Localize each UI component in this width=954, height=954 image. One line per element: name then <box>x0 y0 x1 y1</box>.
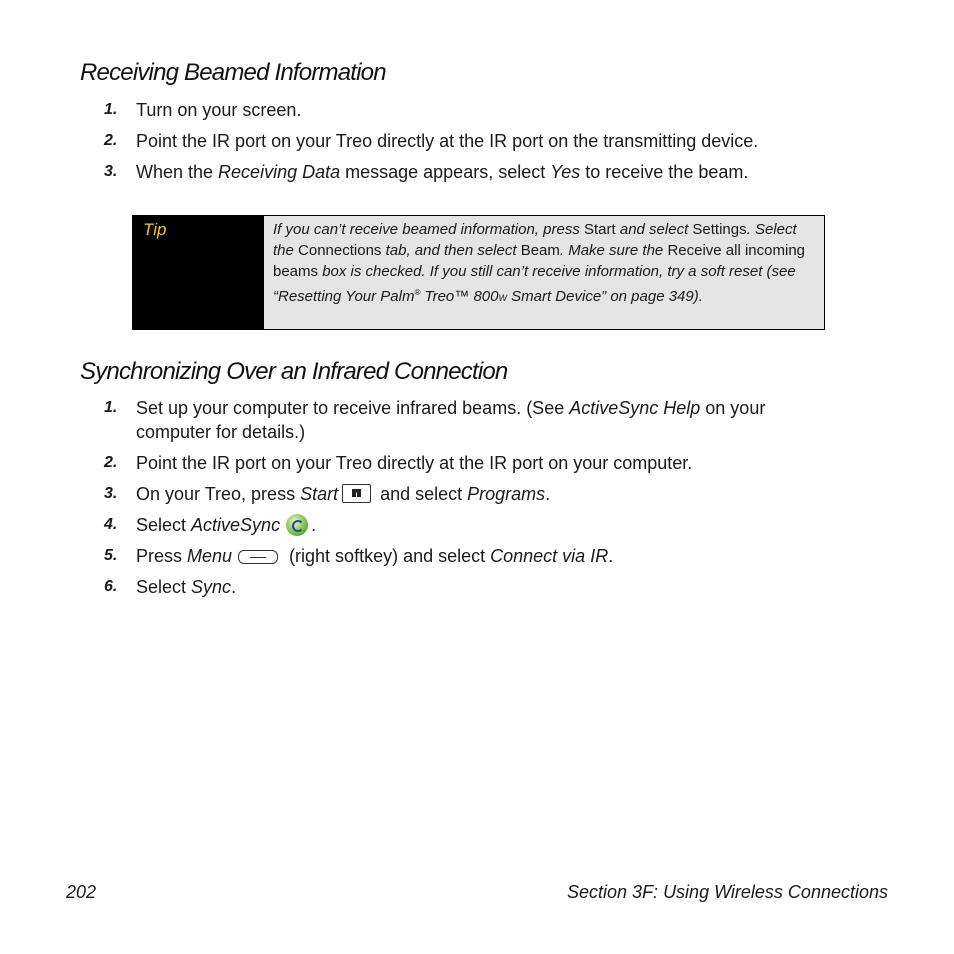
connect-via-ir-term: Connect via IR <box>490 546 609 566</box>
tip-box <box>132 215 825 330</box>
tip-text: If you can’t receive beamed information, press <box>273 221 584 238</box>
step-text: . <box>608 546 614 566</box>
step-text: (right softkey) and select <box>284 546 491 566</box>
section-heading-receiving: Receiving Beamed Information <box>80 59 386 86</box>
step-number: 6. <box>104 578 118 595</box>
step-text: Point the IR port on your Treo directly at the IR port on your computer. <box>136 453 693 473</box>
step-text: When the <box>136 162 219 182</box>
menu-term: Menu <box>187 546 233 566</box>
list-item <box>104 451 824 475</box>
model-suffix: W <box>498 293 507 303</box>
tip-text: Treo™ 800 <box>420 288 499 305</box>
list-item <box>104 160 824 184</box>
page-number: 202 <box>66 882 97 902</box>
activesync-term: ActiveSync <box>191 515 281 535</box>
tip-body <box>264 216 824 329</box>
section-heading-synchronizing: Synchronizing Over an Infrared Connection <box>80 358 508 385</box>
tip-term-settings: Settings <box>692 221 747 238</box>
list-item <box>104 129 824 153</box>
registered-mark: ® <box>414 288 421 297</box>
right-softkey-icon <box>238 550 278 564</box>
tip-term-beam: Beam <box>520 242 560 259</box>
list-item <box>104 513 824 537</box>
receiving-steps-list <box>104 98 824 191</box>
tip-label: Tip <box>133 216 264 329</box>
step-text: on your computer for details.) <box>136 398 766 442</box>
tip-term-receive-all: Receive all incoming beams <box>273 242 806 280</box>
step-number: 5. <box>104 547 118 564</box>
step-text: . <box>231 577 237 597</box>
step-text: . <box>545 484 551 504</box>
step-text: Select <box>136 577 192 597</box>
footer-section-title: Section 3F: Using Wireless Connections <box>567 882 888 902</box>
yes-term: Yes <box>550 162 581 182</box>
tip-text: box is checked. If you still can’t receive information, try a soft reset (see “Resetting Your Palm <box>273 263 796 305</box>
list-item <box>104 575 824 599</box>
tip-text: . Make sure the <box>559 242 668 259</box>
step-text: message appears, select <box>340 162 551 182</box>
receiving-data-term: Receiving Data <box>218 162 341 182</box>
tip-term-start: Start <box>584 221 616 238</box>
tip-text: . Select the <box>273 221 797 259</box>
step-text: On your Treo, press <box>136 484 301 504</box>
start-term: Start <box>300 484 339 504</box>
tip-text: tab, and then select <box>381 242 521 259</box>
list-item <box>104 482 824 506</box>
tip-term-connections: Connections <box>298 242 382 259</box>
windows-start-key-icon <box>342 484 371 503</box>
step-number: 1. <box>104 399 118 416</box>
step-text: and select <box>375 484 468 504</box>
step-text: . <box>311 515 317 535</box>
sync-term: Sync <box>191 577 232 597</box>
step-text: Select <box>136 515 192 535</box>
step-number: 4. <box>104 516 118 533</box>
step-number: 3. <box>104 163 118 180</box>
programs-term: Programs <box>467 484 546 504</box>
step-text: Point the IR port on your Treo directly at the IR port on the transmitting device. <box>136 131 759 151</box>
step-number: 2. <box>104 454 118 471</box>
sync-steps-list <box>104 396 824 606</box>
list-item <box>104 396 824 444</box>
step-text: to receive the beam. <box>580 162 749 182</box>
step-text: Set up your computer to receive infrared beams. (See <box>136 398 570 418</box>
activesync-icon <box>286 514 308 536</box>
tip-text: Smart Device” on page 349). <box>506 288 703 305</box>
tip-text: and select <box>615 221 693 238</box>
step-number: 1. <box>104 101 118 118</box>
step-number: 3. <box>104 485 118 502</box>
list-item <box>104 98 824 122</box>
activesync-help-term: ActiveSync Help <box>569 398 701 418</box>
step-text: Press <box>136 546 188 566</box>
step-number: 2. <box>104 132 118 149</box>
list-item <box>104 544 824 568</box>
step-text: Turn on your screen. <box>136 100 302 120</box>
